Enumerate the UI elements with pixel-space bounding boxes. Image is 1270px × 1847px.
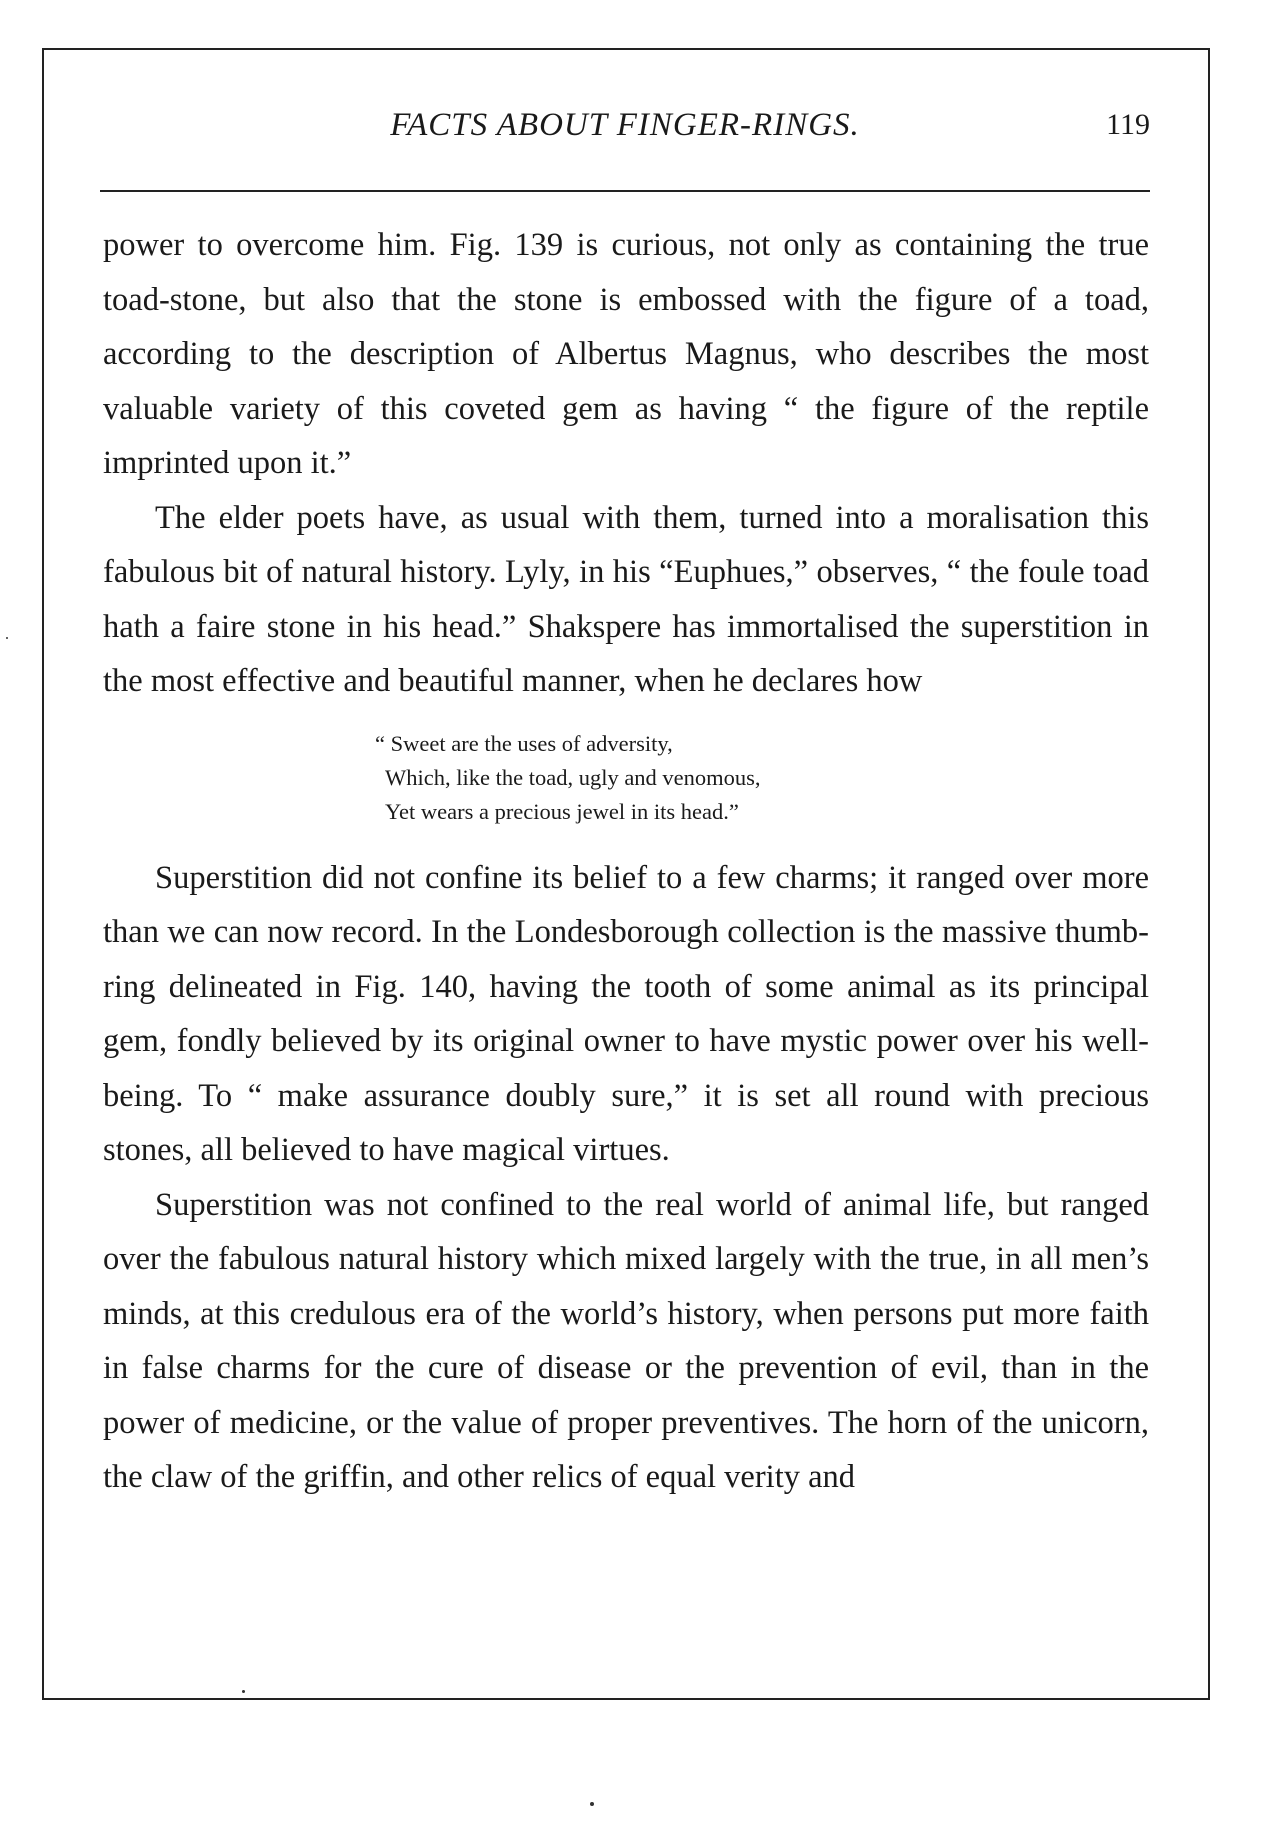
header-rule <box>100 190 1150 192</box>
page-number: 119 <box>1106 108 1150 141</box>
verse-line-3: Yet wears a precious jewel in its head.” <box>385 798 739 824</box>
verse-quotation <box>103 727 1149 829</box>
scan-speck <box>590 1802 594 1806</box>
running-title: FACTS ABOUT FINGER-RINGS. <box>390 107 860 143</box>
scan-speck <box>6 637 8 639</box>
page-header <box>100 100 1150 150</box>
paragraph-2: The elder poets have, as usual with them, turned into a moralisation this fabulous bit of natural history. Lyly, in his “Euphues,” observes, “ the foule toad hath a faire stone in his head.” Shakspere has immortalised the superstition in the most effective and beautiful manner, when he declares how <box>103 499 1149 699</box>
scan-speck <box>242 1690 245 1693</box>
verse-line-1: “ Sweet are the uses of adversity, <box>375 730 673 756</box>
paragraph-3: Superstition did not confine its belief to a few charms; it ranged over more than we can now record. In the Londesborough collection is the massive thumb-ring delineated in Fig. 140, having the tooth of some animal as its principal gem, fondly believed by its original owner to have mystic power over his well-being. To “ make assurance doubly sure,” it is set all round with precious stones, all believed to have magical virtues. <box>103 859 1149 1168</box>
verse-line-2: Which, like the toad, ugly and venomous, <box>385 764 761 790</box>
paragraph-4: Superstition was not confined to the real world of animal life, but ranged over the fabulous natural history which mixed largely with the true, in all men’s minds, at this credulous era of the world’s history, when persons put more faith in false charms for the cure of disease or the prevention of evil, than in the power of medicine, or the value of proper preventives. The horn of the unicorn, the claw of the griffin, and other relics of equal verity and <box>103 1186 1149 1495</box>
paragraph-1: power to overcome him. Fig. 139 is curious, not only as containing the true toad-stone, but also that the stone is embossed with the figure of a toad, according to the description of Albertus Magnus, who describes the most valuable variety of this coveted gem as having “ the figure of the reptile imprinted upon it.” <box>103 227 1149 481</box>
body-text <box>103 218 1149 1505</box>
